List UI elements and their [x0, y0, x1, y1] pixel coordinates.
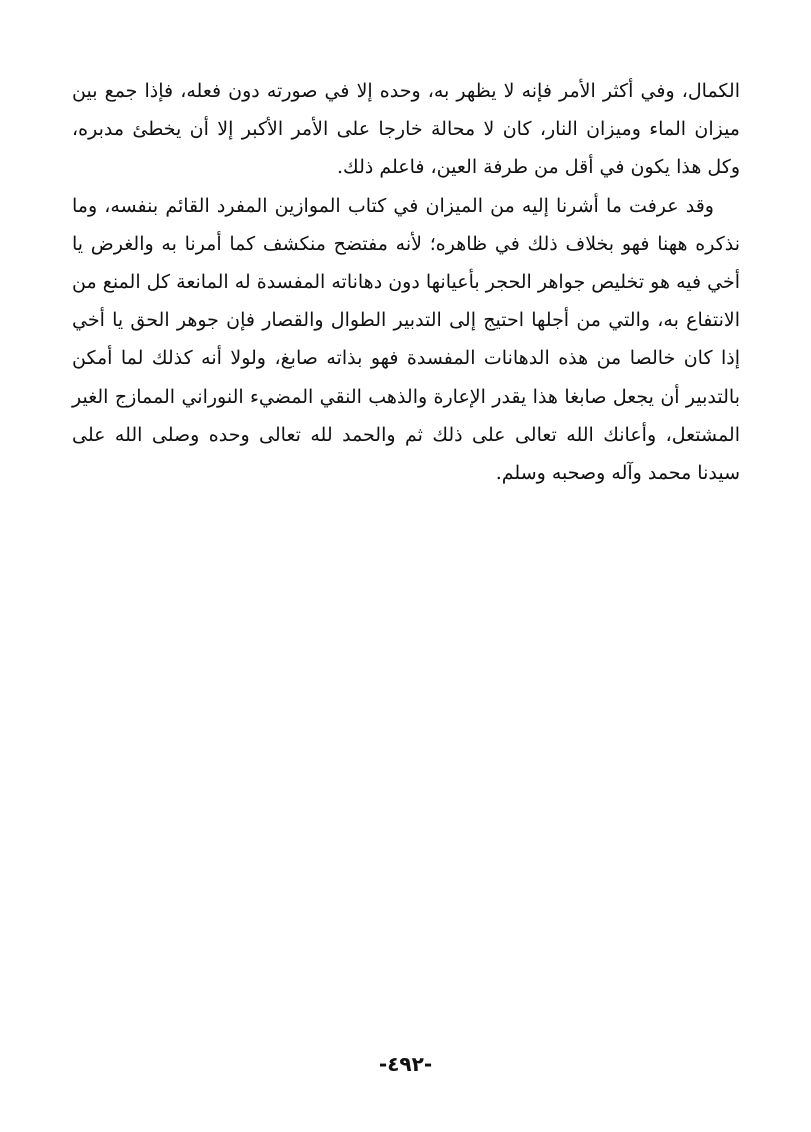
body-text [72, 72, 740, 492]
paragraph-2: وقد عرفت ما أشرنا إليه من الميزان في كتاب الموازين المفرد القائم بنفسه، وما نذكره ههنا فهو بخلاف ذلك في ظاهره؛ لأنه مفتضح منكشف كما أمرنا به والغرض يا أخي فيه هو تخليص جواهر الحجر بأعيانها دون دهاناته المفسدة له المانعة كل المنع من الانتفاع به، والتي من أجلها احتيج إلى التدبير الطوال والقصار فإن جوهر الحق يا أخي إذا كان خالصا من هذه الدهانات المفسدة فهو بذاته صابغ، ولولا أنه كذلك لما أمكن بالتدبير أن يجعل صابغا هذا يقدر الإعارة والذهب النقي المضيء النوراني الممازج الغير المشتعل، وأعانك الله تعالى على ذلك ثم والحمد لله تعالى وحده وصلى الله على سيدنا محمد وآله وصحبه وسلم. [72, 194, 740, 485]
paragraph-1: الكمال، وفي أكثر الأمر فإنه لا يظهر به، وحده إلا في صورته دون فعله، فإذا جمع بين ميزان الماء وميزان النار، كان لا محالة خارجا على الأمر الأكبر إلا أن يخطئ مدبره، وكل هذا يكون في أقل من طرفة العين، فاعلم ذلك. [72, 80, 740, 179]
page-number: -٤٩٢- [378, 1052, 433, 1076]
